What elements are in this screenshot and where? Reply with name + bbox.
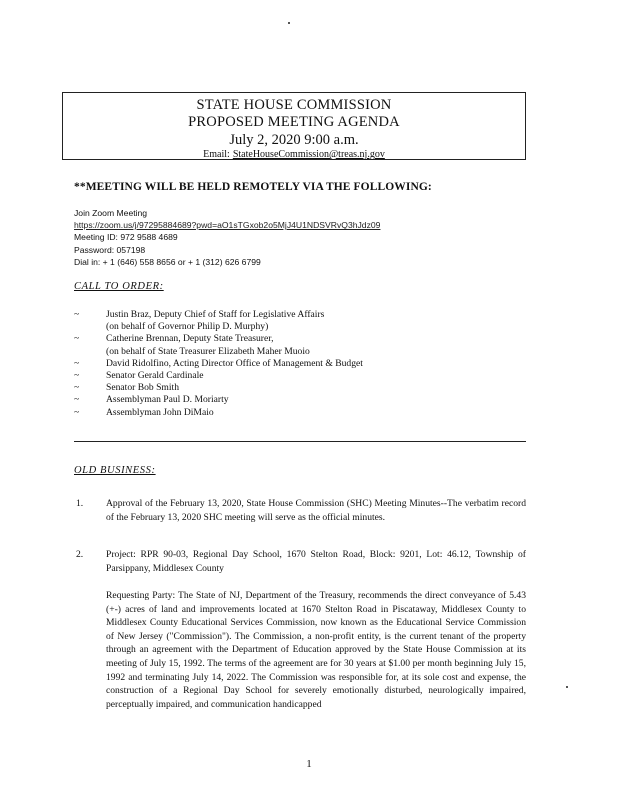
- zoom-meeting-id: Meeting ID: 972 9588 4689: [74, 232, 178, 243]
- requesting-party-text: Requesting Party: The State of NJ, Department of the Treasury, recommends the direct conveyance of 5.43 (+-) acres of land and improvements located at 1670 Stelton Road in Piscataway, Middlesex County to Middlesex County Educational Services Commission, now known as the Educational Service Commission of New Jersey ("Commission"). The Commission, a non-profit entity, is the current tenant of the property through an agreement with the Department of Education approved by the State House Commission at its meeting of July 15, 1992. The terms of the agreement are for 30 years at $1.00 per month beginning July 15, 1992 and terminating July 14, 2022. The Commission was responsible for, at its sole cost and expense, the construction of a Regional Day School for severely emotionally disturbed, neurologically impaired, perceptually impaired, and communication handicapped: [106, 590, 526, 710]
- agenda-header-box: [62, 92, 526, 160]
- member-name: Senator Gerald Cardinale: [106, 369, 204, 381]
- minutes-approval-text: Approval of the February 13, 2020, State House Commission (SHC) Meeting Minutes--The verbatim record of the February 13, 2020 SHC meeting will serve as the official minutes.: [106, 498, 526, 523]
- member-name: Senator Bob Smith: [106, 382, 180, 394]
- email-address-link[interactable]: StateHouseCommission@treas.nj.gov: [232, 149, 385, 160]
- member-note: (on behalf of State Treasurer Elizabeth Maher Muoio: [106, 345, 310, 357]
- member-note: (on behalf of Governor Philip D. Murphy): [106, 321, 269, 333]
- email-label: Email:: [203, 149, 230, 160]
- zoom-details: [74, 207, 380, 268]
- meeting-date: July 2, 2020 9:00 a.m.: [229, 132, 359, 148]
- member-name: David Ridolfino, Acting Director Office of Management & Budget: [106, 357, 363, 369]
- member-name: Catherine Brennan, Deputy State Treasurer,: [106, 333, 274, 345]
- item-number: 2.: [76, 549, 84, 560]
- commission-title: STATE HOUSE COMMISSION: [196, 97, 392, 113]
- scan-speck: [566, 686, 568, 688]
- call-to-order-heading: CALL TO ORDER:: [74, 281, 164, 292]
- zoom-link[interactable]: https://zoom.us/j/97295884689?pwd=aO1sTGxob2o5MjJ4U1NDSVRvQ3hJdz09: [74, 220, 381, 231]
- item-text: [106, 497, 526, 524]
- scan-speck: [288, 22, 290, 24]
- item-text: [106, 589, 526, 711]
- page-number: 1: [306, 758, 312, 770]
- tilde-bullet: ~: [74, 309, 80, 320]
- project-text: Project: RPR 90-03, Regional Day School, 1670 Stelton Road, Block: 9201, Lot: 46.12, Township of Parsippany, Middlesex County: [106, 549, 526, 574]
- member-name: Assemblyman Paul D. Moriarty: [106, 394, 229, 406]
- tilde-bullet: ~: [74, 369, 80, 381]
- zoom-password: Password: 057198: [74, 244, 146, 255]
- agenda-title: PROPOSED MEETING AGENDA: [188, 114, 400, 130]
- tilde-bullet: ~: [74, 394, 80, 406]
- section-divider: [74, 441, 526, 442]
- tilde-bullet: ~: [74, 382, 80, 394]
- remote-meeting-notice: **MEETING WILL BE HELD REMOTELY VIA THE FOLLOWING:: [74, 181, 432, 193]
- tilde-bullet: ~: [74, 333, 80, 345]
- item-text: [106, 548, 526, 575]
- zoom-join-label: Join Zoom Meeting: [74, 208, 148, 218]
- tilde-bullet: ~: [74, 357, 80, 369]
- email-line: [63, 149, 525, 160]
- member-name: Assemblyman John DiMaio: [106, 406, 214, 418]
- zoom-dial-in: Dial in: + 1 (646) 558 8656 or + 1 (312) 626 6799: [74, 256, 261, 267]
- item-number: 1.: [76, 498, 84, 509]
- tilde-bullet: ~: [74, 406, 80, 418]
- member-name: Justin Braz, Deputy Chief of Staff for Legislative Affairs: [106, 309, 325, 320]
- old-business-heading: OLD BUSINESS:: [74, 465, 156, 476]
